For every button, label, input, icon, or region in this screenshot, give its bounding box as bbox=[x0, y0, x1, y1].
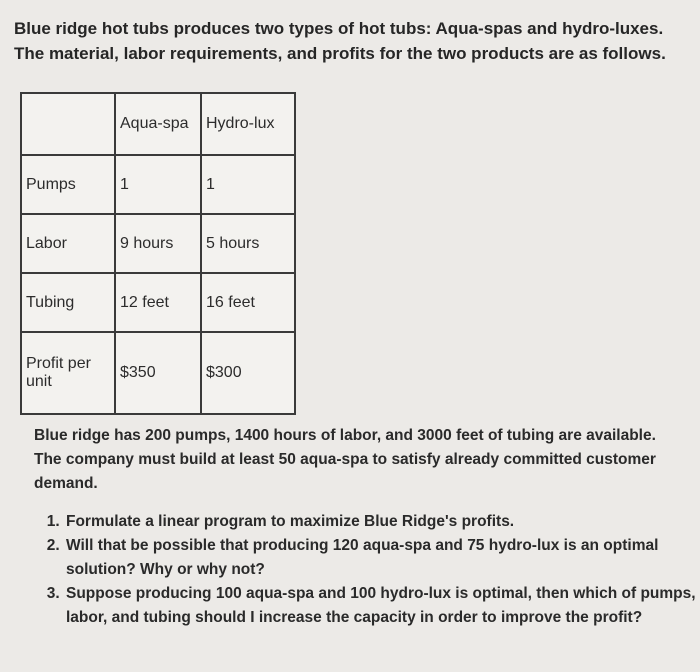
cell-profit-aqua-spa: $350 bbox=[115, 332, 201, 414]
cell-tubing-hydro-lux: 16 feet bbox=[201, 273, 295, 332]
availability-text: Blue ridge has 200 pumps, 1400 hours of labor, and 3000 feet of tubing are available. The company must build at least 50 aqua-spa to satisfy already committed customer demand. bbox=[34, 427, 656, 492]
question-item: 3. Suppose producing 100 aqua-spa and 100 hydro-lux is optimal, then which of pumps, labor, and tubing should I increase the capacity in order to improve the profit? bbox=[64, 582, 700, 630]
problem-intro: Blue ridge hot tubs produces two types of hot tubs: Aqua-spas and hydro-luxes. The material, labor requirements, and profits for the two products are as follows. bbox=[14, 19, 666, 63]
row-label-pumps: Pumps bbox=[21, 155, 115, 214]
question-item: 2. Will that be possible that producing 120 aqua-spa and 75 hydro-lux is an optimal solution? Why or why not? bbox=[64, 534, 700, 582]
header-cell-empty bbox=[21, 93, 115, 155]
table-row bbox=[21, 214, 295, 273]
requirements-table bbox=[20, 92, 296, 415]
row-label-labor: Labor bbox=[21, 214, 115, 273]
row-label-tubing: Tubing bbox=[21, 273, 115, 332]
cell-pumps-hydro-lux: 1 bbox=[201, 155, 295, 214]
header-cell-aqua-spa: Aqua-spa bbox=[115, 93, 201, 155]
cell-labor-hydro-lux: 5 hours bbox=[201, 214, 295, 273]
cell-pumps-aqua-spa: 1 bbox=[115, 155, 201, 214]
question-item: 1. Formulate a linear program to maximize Blue Ridge's profits. bbox=[64, 510, 700, 534]
table-header-row bbox=[21, 93, 295, 155]
header-cell-hydro-lux: Hydro-lux bbox=[201, 93, 295, 155]
table-row bbox=[21, 155, 295, 214]
cell-profit-hydro-lux: $300 bbox=[201, 332, 295, 414]
row-label-profit: Profit per unit bbox=[21, 332, 115, 414]
cell-tubing-aqua-spa: 12 feet bbox=[115, 273, 201, 332]
question-list bbox=[34, 510, 700, 630]
table-row bbox=[21, 332, 295, 414]
cell-labor-aqua-spa: 9 hours bbox=[115, 214, 201, 273]
table-row bbox=[21, 273, 295, 332]
